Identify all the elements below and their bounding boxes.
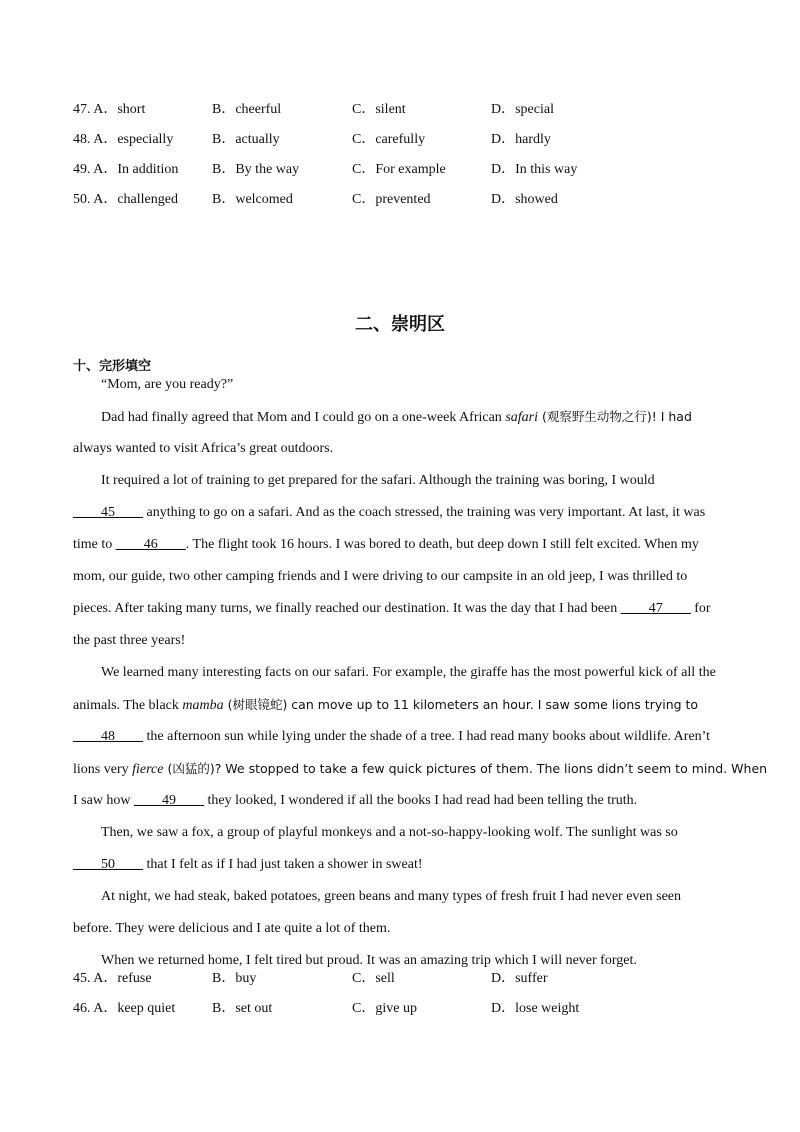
option-b: B．actually <box>212 132 280 147</box>
passage-line: Then, we saw a fox, a group of playful monkeys and a not-so-happy-looking wolf. The sunlight was so <box>101 825 678 840</box>
option-a: 46. A．keep quiet <box>73 1001 176 1016</box>
option-b: B．cheerful <box>212 102 282 117</box>
option-c: C．For example <box>352 162 446 177</box>
option-d: D．suffer <box>491 971 548 986</box>
option-c: C．silent <box>352 102 406 117</box>
passage <box>73 369 768 977</box>
option-b: B．set out <box>212 1001 273 1016</box>
passage-line: When we returned home, I felt tired but proud. It was an amazing trip which I will never forget. <box>101 953 637 968</box>
blank-48[interactable]: ____48____ <box>73 729 143 744</box>
option-d: D．showed <box>491 192 558 207</box>
option-a: 45. A．refuse <box>73 971 152 986</box>
option-c: C．give up <box>352 1001 417 1016</box>
passage-line: before. They were delicious and I ate quite a lot of them. <box>73 921 391 936</box>
option-a: 47. A．short <box>73 102 146 117</box>
passage-line: ____48____ the afternoon sun while lying under the shade of a tree. I had read many books about wildlife. Aren’t <box>73 721 728 753</box>
blank-46[interactable]: ____46____ <box>115 537 186 552</box>
passage-line: time to ____46____. The flight took 16 hours. I was bored to death, but deep down I still felt excited. When my <box>73 529 728 561</box>
passage-line: “Mom, are you ready?” <box>101 377 234 392</box>
passage-line: We learned many interesting facts on our safari. For example, the giraffe has the most powerful kick of all the <box>101 665 716 680</box>
question-type-heading: 十、完形填空 <box>73 359 152 374</box>
passage-line: At night, we had steak, baked potatoes, green beans and many types of fresh fruit I had never even seen <box>101 889 682 904</box>
passage-line: always wanted to visit Africa’s great outdoors. <box>73 441 334 456</box>
option-c: C．prevented <box>352 192 431 207</box>
option-d: D．special <box>491 102 554 117</box>
passage-line: lions very fierce (凶猛的)? We stopped to take a few quick pictures of them. The lions didn’t seem to mind. When <box>73 761 768 777</box>
blank-45[interactable]: ____45____ <box>73 505 143 520</box>
section-title: 二、崇明区 <box>355 314 445 335</box>
option-a: 50. A．challenged <box>73 192 178 207</box>
blank-50[interactable]: ____50____ <box>73 857 143 872</box>
passage-line: ____50____ that I felt as if I had just taken a shower in sweat! <box>73 849 728 881</box>
passage-line: ____45____ anything to go on a safari. And as the coach stressed, the training was very important. At last, it was <box>73 497 728 529</box>
blank-49[interactable]: ____49____ <box>134 793 205 808</box>
passage-line: It required a lot of training to get prepared for the safari. Although the training was boring, I would <box>101 473 655 488</box>
option-b: B．By the way <box>212 162 300 177</box>
option-c: C．sell <box>352 971 395 986</box>
option-a: 48. A．especially <box>73 132 174 147</box>
option-d: D．In this way <box>491 162 578 177</box>
passage-line: the past three years! <box>73 633 186 648</box>
option-b: B．welcomed <box>212 192 293 207</box>
passage-line: mom, our guide, two other camping friends and I were driving to our campsite in an old jeep, I was thrilled to <box>73 569 688 584</box>
passage-line: animals. The black mamba (树眼镜蛇) can move up to 11 kilometers an hour. I saw some lions trying to <box>73 697 699 713</box>
option-d: D．hardly <box>491 132 551 147</box>
blank-47[interactable]: ____47____ <box>620 601 691 616</box>
passage-line: pieces. After taking many turns, we finally reached our destination. It was the day that I had been ____47____ for <box>73 593 728 625</box>
option-d: D．lose weight <box>491 1001 580 1016</box>
passage-line: Dad had finally agreed that Mom and I could go on a one-week African safari (观察野生动物之行)! I had <box>101 409 692 425</box>
option-c: C．carefully <box>352 132 426 147</box>
option-a: 49. A．In addition <box>73 162 179 177</box>
option-b: B．buy <box>212 971 257 986</box>
passage-line: I saw how ____49____ they looked, I wondered if all the books I had read had been telling the truth. <box>73 785 728 817</box>
